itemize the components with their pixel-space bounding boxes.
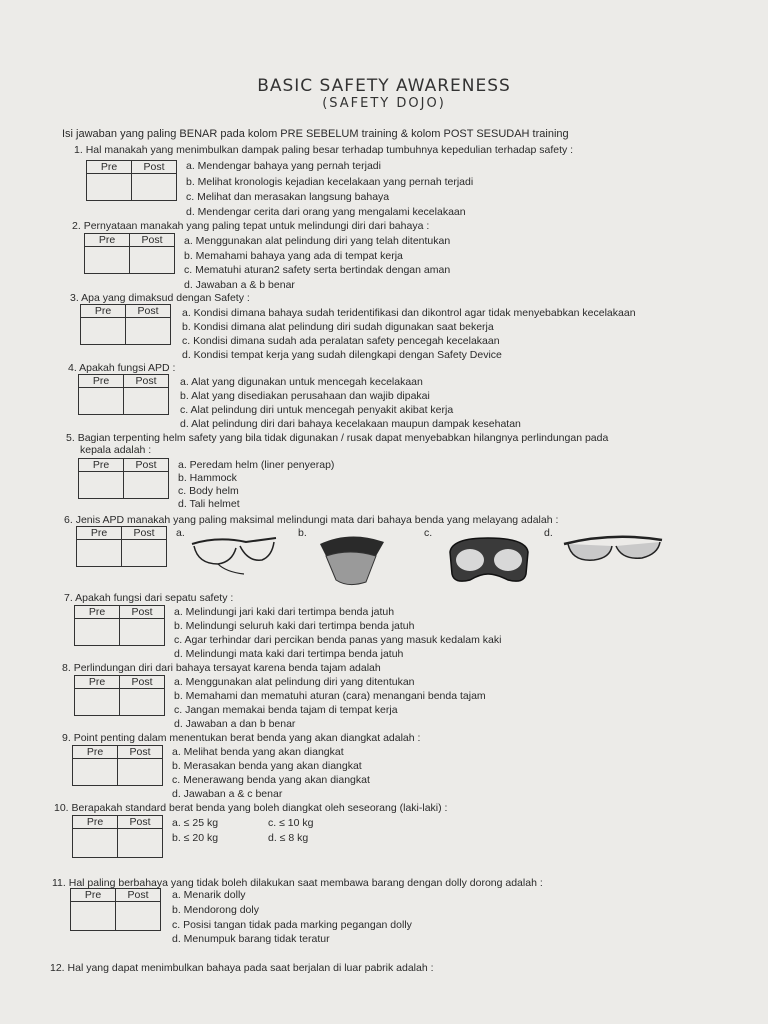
pre-header: Pre [75,676,120,689]
question-number: 10. [54,802,69,814]
choice-c-label: c. [424,527,433,539]
answer-table-1 [86,160,177,201]
choice-d-label: d. [544,527,553,539]
option-d: d. Mendengar cerita dari orang yang mengalami kecelakaan [186,206,466,218]
question-6 [64,514,558,526]
option-d: d. ≤ 8 kg [268,832,309,844]
option-a: a. Mendengar bahaya yang pernah terjadi [186,160,381,172]
question-text: Apa yang dimaksud dengan Safety : [81,292,250,304]
question-text: Jenis APD manakah yang paling maksimal melindungi mata dari bahaya benda yang melayang adalah : [75,514,559,526]
question-8 [62,662,381,674]
post-header: Post [120,606,165,619]
pre-answer-cell[interactable] [87,174,132,201]
question-2 [72,220,429,232]
answer-table-5 [78,458,169,499]
option-d: d. Tali helmet [178,498,240,510]
pre-header: Pre [81,305,126,318]
pre-header: Pre [79,459,124,472]
answer-table-9 [72,745,163,786]
pre-answer-cell[interactable] [85,247,130,274]
post-header: Post [132,161,177,174]
question-7 [64,592,233,604]
question-number: 12. [50,962,65,974]
option-d: d. Menumpuk barang tidak teratur [172,933,330,945]
option-a: a. Peredam helm (liner penyerap) [178,459,335,471]
post-answer-cell[interactable] [124,388,169,415]
pre-header: Pre [87,161,132,174]
choice-b-label: b. [298,527,307,539]
option-a: a. Menggunakan alat pelindung diri yang ditentukan [174,676,415,688]
question-number: 3. [70,292,79,304]
pre-header: Pre [73,816,118,829]
question-text: Apakah fungsi APD : [79,362,176,374]
safety-goggles-c-image [446,530,532,588]
question-10 [54,802,447,814]
question-text: Point penting dalam menentukan berat benda yang akan diangkat adalah : [73,732,421,744]
option-d: d. Jawaban a dan b benar [174,718,296,730]
answer-table-3 [80,304,171,345]
page-subtitle: (SAFETY DOJO) [322,96,446,111]
pre-answer-cell[interactable] [73,829,118,858]
pre-answer-cell[interactable] [73,759,118,786]
option-a: a. Melihat benda yang akan diangkat [172,746,344,758]
choice-a-label: a. [176,527,185,539]
post-header: Post [118,816,163,829]
option-a: a. Melindungi jari kaki dari tertimpa benda jatuh [174,606,395,618]
answer-table-6 [76,526,167,567]
option-a: a. Kondisi dimana bahaya sudah teridentifikasi dan dikontrol agar tidak menyebabkan kecelakaan [182,307,636,319]
option-c: c. Jangan memakai benda tajam di tempat kerja [174,704,398,716]
option-c: c. Melihat dan merasakan langsung bahaya [186,191,390,203]
question-number: 11. [52,877,66,889]
page-title: BASIC SAFETY AWARENESS [257,76,511,96]
answer-table-2 [84,233,175,274]
safety-spectacles-d-image [562,530,666,570]
option-b: b. Melihat kronologis kejadian kecelakaan yang pernah terjadi [186,176,474,188]
question-text-continued: kepala adalah : [80,444,152,456]
instruction-text: Isi jawaban yang paling BENAR pada kolom PRE SEBELUM training & kolom POST SESUDAH training [62,128,569,140]
pre-answer-cell[interactable] [81,318,126,345]
pre-answer-cell[interactable] [77,540,122,567]
question-text: Apakah fungsi dari sepatu safety : [75,592,234,604]
option-c: c. Body helm [178,485,239,497]
post-answer-cell[interactable] [130,247,175,274]
question-number: 8. [62,662,71,674]
option-b: b. Mendorong doly [172,904,259,916]
question-number: 2. [72,220,81,232]
question-number: 1. [74,144,83,156]
option-b: b. Memahami dan mematuhi aturan (cara) menangani benda tajam [174,690,486,702]
option-b: b. Kondisi dimana alat pelindung diri sudah digunakan saat bekerja [182,321,494,333]
pre-header: Pre [73,746,118,759]
pre-answer-cell[interactable] [75,619,120,646]
option-a: a. ≤ 25 kg [172,817,219,829]
post-header: Post [124,375,169,388]
option-a: a. Alat yang digunakan untuk mencegah kecelakaan [180,376,423,388]
option-c: c. Alat pelindung diri untuk mencegah penyakit akibat kerja [180,404,454,416]
answer-table-7 [74,605,165,646]
option-d: d. Kondisi tempat kerja yang sudah dilengkapi dengan Safety Device [182,349,502,361]
question-text: Pernyataan manakah yang paling tepat untuk melindungi diri dari bahaya : [83,220,430,232]
safety-glasses-a-image [188,530,280,578]
post-header: Post [126,305,171,318]
post-answer-cell[interactable] [116,902,161,931]
question-text: Hal paling berbahaya yang tidak boleh dilakukan saat membawa barang dengan dolly dorong adalah : [68,877,543,889]
option-b: b. ≤ 20 kg [172,832,219,844]
answer-table-4 [78,374,169,415]
post-answer-cell[interactable] [118,829,163,858]
option-c: c. Menerawang benda yang akan diangkat [172,774,370,786]
question-5 [66,432,608,444]
pre-header: Pre [75,606,120,619]
answer-table-10 [72,815,163,858]
post-header: Post [120,676,165,689]
pre-answer-cell[interactable] [75,689,120,716]
option-b: b. Merasakan benda yang akan diangkat [172,760,362,772]
option-d: d. Jawaban a & b benar [184,279,295,291]
pre-answer-cell[interactable] [79,388,124,415]
post-answer-cell[interactable] [124,472,169,499]
option-a: a. Menarik dolly [172,889,246,901]
option-a: a. Menggunakan alat pelindung diri yang telah ditentukan [184,235,451,247]
question-9 [62,732,420,744]
pre-answer-cell[interactable] [71,902,116,931]
option-d: d. Jawaban a & c benar [172,788,283,800]
pre-header: Pre [77,527,122,540]
post-header: Post [124,459,169,472]
post-answer-cell[interactable] [120,689,165,716]
question-text: Hal yang dapat menimbulkan bahaya pada saat berjalan di luar pabrik adalah : [67,962,434,974]
option-b: b. Memahami bahaya yang ada di tempat kerja [184,250,403,262]
pre-header: Pre [71,889,116,902]
post-answer-cell[interactable] [118,759,163,786]
question-number: 7. [64,592,73,604]
post-answer-cell[interactable] [132,174,177,201]
question-12 [50,962,434,974]
question-text: Perlindungan diri dari bahaya tersayat karena benda tajam adalah [73,662,381,674]
option-c: c. Agar terhindar dari percikan benda panas yang masuk kedalam kaki [174,634,502,646]
question-number: 5. [66,432,75,444]
pre-header: Pre [79,375,124,388]
post-header: Post [118,746,163,759]
post-answer-cell[interactable] [122,540,167,567]
post-header: Post [116,889,161,902]
pre-answer-cell[interactable] [79,472,124,499]
question-text: Hal manakah yang menimbulkan dampak paling besar terhadap tumbuhnya kepedulian terhadap safety : [85,144,574,156]
question-number: 9. [62,732,71,744]
option-d: d. Melindungi mata kaki dari tertimpa benda jatuh [174,648,404,660]
answer-table-8 [74,675,165,716]
post-header: Post [122,527,167,540]
post-answer-cell[interactable] [126,318,171,345]
question-number: 6. [64,514,73,526]
option-c: c. Mematuhi aturan2 safety serta bertindak dengan aman [184,264,451,276]
option-c: c. ≤ 10 kg [268,817,314,829]
post-answer-cell[interactable] [120,619,165,646]
option-c: c. Kondisi dimana sudah ada peralatan safety pencegah kecelakaan [182,335,500,347]
pre-header: Pre [85,234,130,247]
option-d: d. Alat pelindung diri dari bahaya kecelakaan maupun dampak kesehatan [180,418,521,430]
option-b: b. Alat yang disediakan perusahaan dan wajib dipakai [180,390,430,402]
answer-table-11 [70,888,161,931]
option-c: c. Posisi tangan tidak pada marking pegangan dolly [172,919,412,931]
option-b: b. Hammock [178,472,237,484]
option-b: b. Melindungi seluruh kaki dari tertimpa benda jatuh [174,620,415,632]
question-text: Bagian terpenting helm safety yang bila tidak digunakan / rusak dapat menyebabkan hilangnya perlindungan pada [77,432,609,444]
question-number: 4. [68,362,77,374]
question-3 [70,292,250,304]
post-header: Post [130,234,175,247]
face-shield-b-image [314,530,390,588]
question-1 [74,144,573,156]
question-text: Berapakah standard berat benda yang boleh diangkat oleh seseorang (laki-laki) : [71,802,448,814]
question-4 [68,362,175,374]
